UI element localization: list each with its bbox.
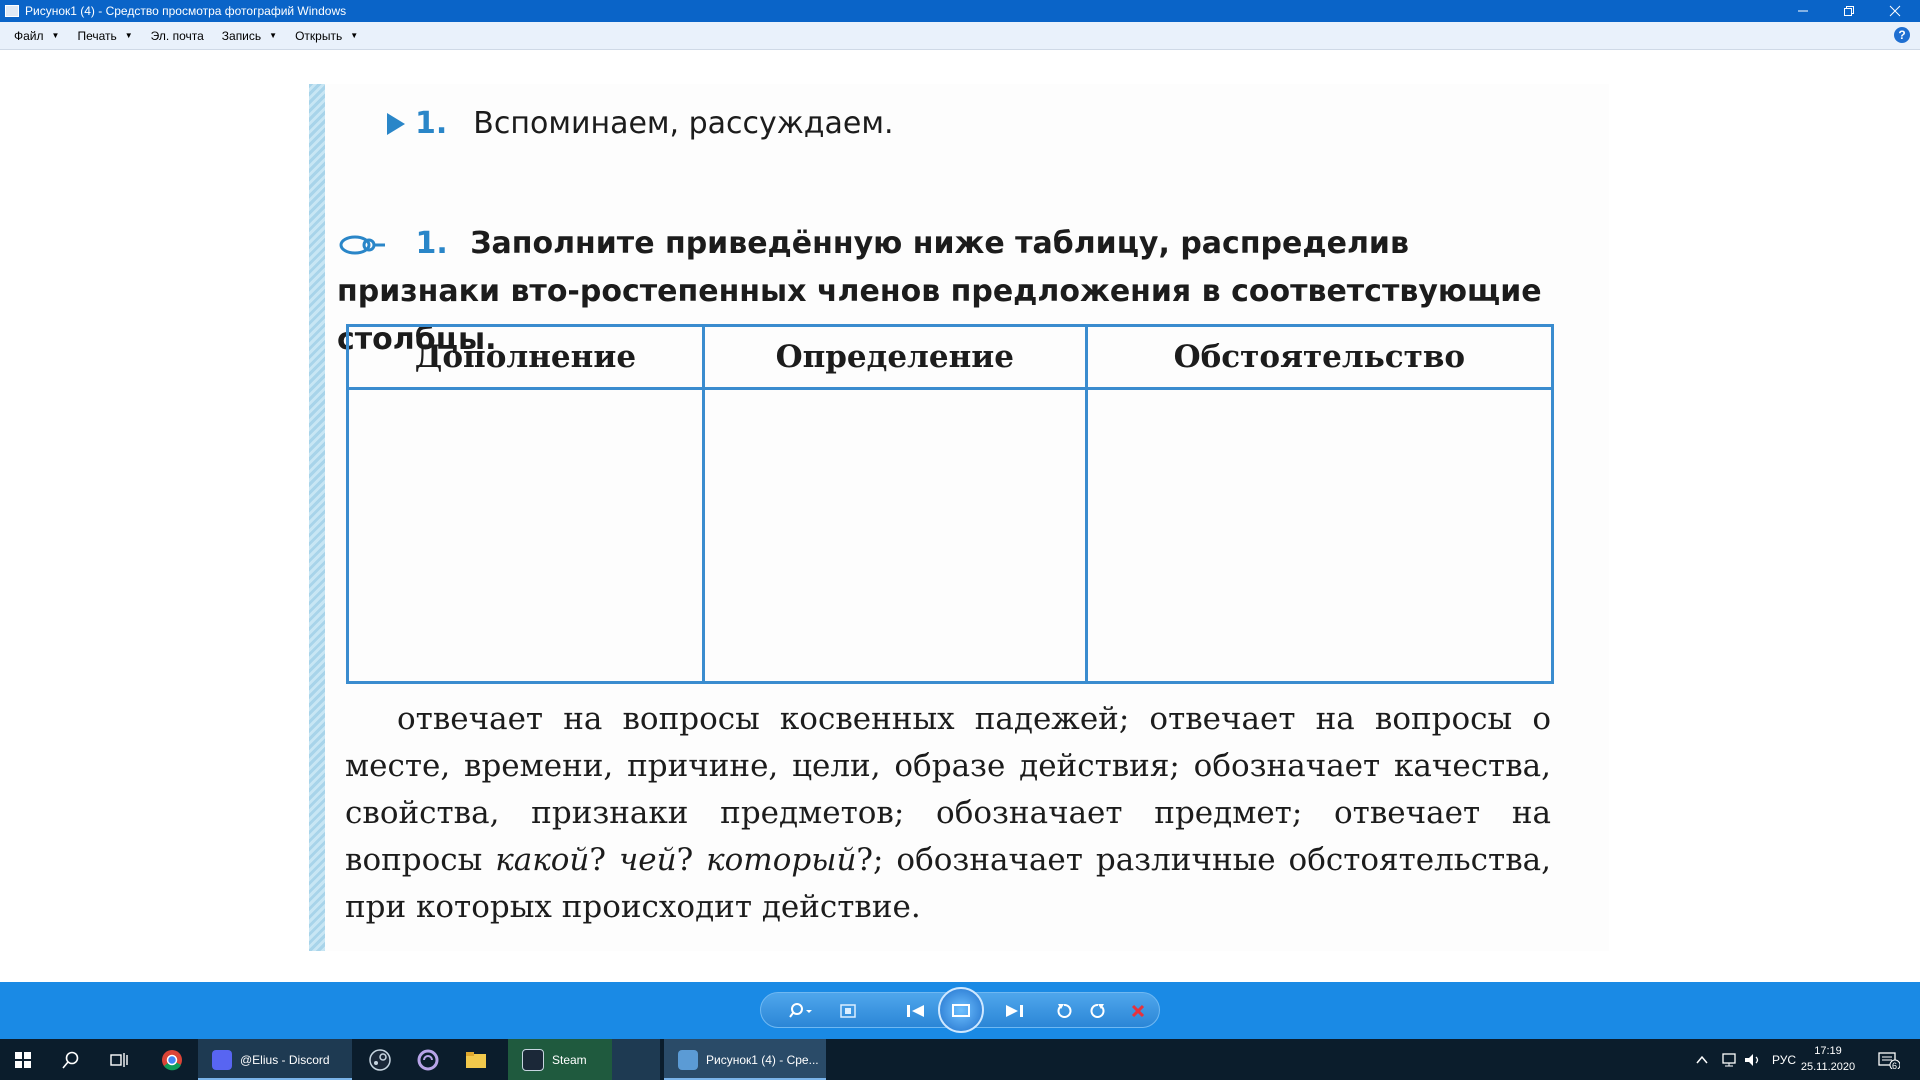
viewer-control-bar — [0, 982, 1920, 1039]
task-view-icon — [110, 1052, 128, 1068]
features-text-1: отвечает на вопросы косвенных падежей; отвечает на вопросы о месте, времени, причине, цели, образе действия; обозначает качества, свойства, признаки предметов; обозначает предмет; отвечает на вопросы — [345, 701, 1551, 878]
steam-icon — [369, 1049, 391, 1071]
task-text: Заполните приведённую ниже таблицу, распределив признаки вто-ростепенных членов предложения в соответствующие столбцы. — [337, 226, 1542, 357]
table-cell-empty — [1086, 389, 1552, 683]
chrome-icon — [161, 1049, 183, 1071]
windows-logo-icon — [15, 1052, 31, 1068]
clock-time: 17:19 — [1814, 1045, 1842, 1057]
page-edge-stripe — [309, 84, 325, 951]
taskbar-edge[interactable] — [406, 1039, 450, 1080]
taskbar-steam-pinned[interactable] — [358, 1039, 402, 1080]
header-adverbial: Обстоятельство — [1086, 326, 1552, 389]
photo-viewer-icon — [678, 1050, 698, 1070]
next-button[interactable] — [989, 993, 1039, 1029]
photo-canvas — [309, 84, 1609, 951]
network-icon — [1720, 1053, 1738, 1067]
slideshow-button[interactable] — [938, 987, 984, 1033]
notification-count: 6 — [1892, 1061, 1898, 1071]
actual-size-icon — [839, 1003, 857, 1019]
menu-print-label: Печать — [77, 28, 117, 43]
minimize-button[interactable] — [1780, 0, 1826, 22]
network-tray[interactable] — [1720, 1039, 1738, 1080]
next-icon — [1003, 1003, 1025, 1019]
features-italic-2: чей — [618, 842, 677, 878]
taskbar-app-label: Steam — [552, 1052, 587, 1067]
task-number: 1. — [415, 226, 448, 261]
notifications-button[interactable] — [1878, 1039, 1900, 1080]
title-bar — [0, 0, 1920, 22]
delete-icon — [1130, 1003, 1146, 1019]
features-q-2: ? — [676, 842, 707, 878]
table-row — [348, 389, 1553, 683]
features-q-1: ? — [589, 842, 619, 878]
menu-email-label: Эл. почта — [150, 28, 204, 43]
table-header-row — [348, 326, 1553, 389]
rotate-cw-icon — [1089, 1002, 1107, 1020]
taskbar — [0, 1039, 1920, 1080]
search-button[interactable] — [48, 1039, 94, 1080]
features-italic-3: который — [706, 842, 857, 878]
taskbar-app-photo-viewer[interactable] — [664, 1039, 826, 1080]
rotate-ccw-icon — [1055, 1002, 1073, 1020]
zoom-button[interactable] — [781, 993, 821, 1029]
previous-icon — [905, 1003, 927, 1019]
steam-icon — [522, 1049, 544, 1071]
actual-size-button[interactable] — [831, 993, 865, 1029]
start-button[interactable] — [0, 1039, 46, 1080]
features-paragraph — [345, 696, 1551, 931]
taskbar-app-blank[interactable] — [612, 1039, 660, 1080]
language-indicator[interactable]: РУС — [1772, 1052, 1797, 1067]
taskbar-file-explorer[interactable] — [454, 1039, 498, 1080]
menu-file-label: Файл — [14, 28, 44, 43]
taskbar-app-label: Рисунок1 (4) - Сре... — [706, 1052, 819, 1067]
sentence-members-table — [346, 324, 1554, 684]
menu-bar — [0, 22, 1920, 50]
show-hidden-icons-button[interactable] — [1696, 1039, 1708, 1080]
menu-burn-label: Запись — [221, 28, 262, 43]
window-title: Рисунок1 (4) - Средство просмотра фотографий Windows — [25, 4, 347, 18]
volume-tray[interactable] — [1744, 1039, 1762, 1080]
previous-button[interactable] — [891, 993, 941, 1029]
menu-print[interactable] — [77, 29, 132, 43]
menu-email[interactable] — [151, 29, 204, 43]
chevron-up-icon — [1696, 1055, 1708, 1065]
table-cell-empty — [348, 389, 704, 683]
photo-viewer-icon — [5, 5, 19, 17]
task-view-button[interactable] — [96, 1039, 142, 1080]
section-heading — [387, 106, 894, 141]
discord-icon — [212, 1050, 232, 1070]
menu-open[interactable] — [295, 29, 358, 43]
triangle-marker-icon — [387, 113, 405, 135]
control-pill — [760, 992, 1160, 1028]
menu-file[interactable] — [14, 29, 59, 43]
clock[interactable] — [1796, 1043, 1860, 1075]
clock-date: 25.11.2020 — [1800, 1061, 1856, 1073]
table-cell-empty — [703, 389, 1086, 683]
close-button[interactable] — [1872, 0, 1918, 22]
features-text-2: ?; обозначает различные обстоятельства, при которых происходит действие. — [345, 842, 1551, 925]
chevron-down-icon: ▼ — [51, 31, 60, 40]
close-icon — [1889, 5, 1901, 17]
taskbar-chrome[interactable] — [150, 1039, 194, 1080]
speaker-icon — [1744, 1053, 1762, 1067]
rotate-cw-button[interactable] — [1083, 993, 1113, 1029]
taskbar-app-steam[interactable] — [508, 1039, 612, 1080]
header-attribute: Определение — [703, 326, 1086, 389]
folder-icon — [465, 1051, 487, 1069]
magnifier-icon — [789, 1002, 813, 1020]
section-number: 1. — [415, 106, 448, 141]
features-italic-1: какой — [495, 842, 590, 878]
taskbar-app-discord[interactable] — [198, 1039, 352, 1080]
menu-open-label: Открыть — [295, 28, 343, 43]
taskbar-app-label: @Elius - Discord — [240, 1052, 330, 1067]
menu-burn[interactable] — [222, 29, 277, 43]
chevron-down-icon: ▼ — [269, 31, 278, 40]
slideshow-icon — [952, 1004, 970, 1017]
rotate-ccw-button[interactable] — [1049, 993, 1079, 1029]
chevron-down-icon: ▼ — [124, 31, 133, 40]
restore-icon — [1843, 5, 1855, 17]
section-title: Вспоминаем, рассуждаем. — [473, 106, 894, 141]
browser-icon — [417, 1049, 439, 1071]
minimize-icon — [1797, 5, 1809, 17]
search-icon — [62, 1051, 80, 1069]
delete-button[interactable] — [1123, 993, 1153, 1029]
restore-button[interactable] — [1826, 0, 1872, 22]
chevron-down-icon: ▼ — [350, 31, 359, 40]
help-icon[interactable]: ? — [1894, 27, 1910, 43]
header-object: Дополнение — [348, 326, 704, 389]
task-marker-icon — [337, 233, 387, 257]
